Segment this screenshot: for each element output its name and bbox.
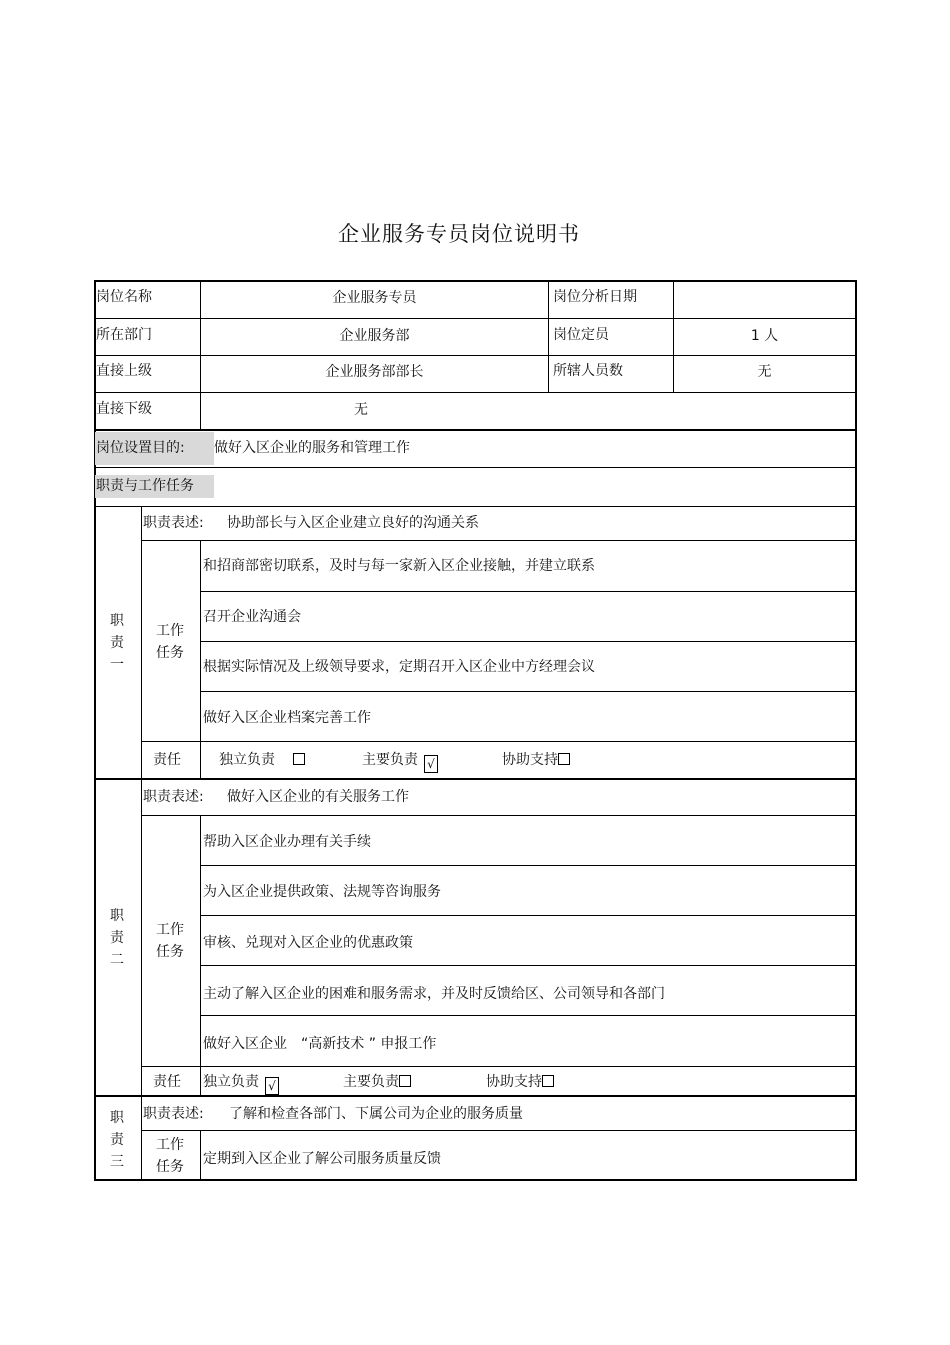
row-divider: [94, 318, 856, 319]
analysis-date-label: 岗位分析日期: [553, 289, 637, 305]
row-divider: [200, 691, 856, 692]
row-divider: [94, 429, 856, 431]
document-title: 企业服务专员岗位说明书: [338, 222, 580, 246]
duty-1-option-independent[interactable]: 独立负责: [219, 751, 305, 769]
duty-2-statement-label: 职责表述:: [143, 789, 204, 805]
duty-2-task: 审核、兑现对入区企业的优惠政策: [203, 935, 413, 951]
duty-3-name: 职 责 三: [110, 1110, 124, 1170]
duty-2-tasks-label: 工作 任务: [156, 922, 184, 960]
duty-2-task: 主动了解入区企业的困难和服务需求，并及时反馈给区、公司领导和各部门: [203, 986, 665, 1002]
duty-1-option-assist[interactable]: 协助支持: [502, 751, 570, 769]
duty-1-task: 和招商部密切联系，及时与每一家新入区企业接触，并建立联系: [203, 558, 595, 574]
row-divider: [200, 915, 856, 916]
subordinate-value: 无: [354, 402, 368, 418]
duties-section-label: 职责与工作任务: [96, 478, 194, 494]
row-divider: [200, 641, 856, 642]
row-divider: [94, 1095, 856, 1097]
row-divider: [141, 1066, 856, 1067]
row-divider: [94, 778, 856, 780]
department-label: 所在部门: [96, 327, 152, 343]
headcount-label: 岗位定员: [553, 327, 609, 343]
duty-2-name: 职 责 二: [110, 908, 124, 968]
table-bottom-border: [94, 1179, 857, 1181]
position-name-label: 岗位名称: [96, 289, 152, 305]
duty-1-statement-label: 职责表述:: [143, 515, 204, 531]
checkbox-empty-icon[interactable]: [293, 753, 305, 765]
checkbox-checked-icon[interactable]: √: [265, 1077, 279, 1095]
row-divider: [200, 591, 856, 592]
row-divider: [94, 392, 856, 393]
col-divider: [141, 507, 142, 1179]
duty-2-statement: 做好入区企业的有关服务工作: [227, 789, 409, 805]
purpose-value: 做好入区企业的服务和管理工作: [214, 440, 410, 456]
duty-2-responsibility-label: 责任: [153, 1074, 181, 1090]
row-divider: [141, 540, 856, 541]
superior-value: 企业服务部部长: [325, 364, 424, 380]
position-name-value: 企业服务专员: [332, 290, 417, 306]
row-divider: [141, 1130, 856, 1131]
duty-2-task: 帮助入区企业办理有关手续: [203, 834, 371, 850]
duty-2-option-main[interactable]: 主要负责: [343, 1073, 411, 1091]
subordinates-count-value: 无: [757, 364, 772, 380]
duty-3-statement: 了解和检查各部门、下属公司为企业的服务质量: [229, 1106, 523, 1122]
department-value: 企业服务部: [339, 328, 410, 344]
duty-1-task: 做好入区企业档案完善工作: [203, 710, 371, 726]
row-divider: [200, 965, 856, 966]
duty-3-task: 定期到入区企业了解公司服务质量反馈: [203, 1151, 441, 1167]
duty-2-option-assist[interactable]: 协助支持: [486, 1073, 554, 1091]
duty-1-task: 召开企业沟通会: [203, 609, 301, 625]
duty-2-task: 为入区企业提供政策、法规等咨询服务: [203, 884, 441, 900]
row-divider: [141, 741, 856, 742]
duty-2-option-independent[interactable]: 独立负责 √: [203, 1073, 279, 1095]
row-divider: [94, 506, 856, 507]
headcount-value: 1 人: [750, 328, 779, 344]
checkbox-empty-icon[interactable]: [399, 1075, 411, 1087]
row-divider: [200, 865, 856, 866]
row-divider: [141, 815, 856, 816]
duty-3-statement-label: 职责表述:: [143, 1106, 204, 1122]
duty-1-tasks-label: 工作 任务: [156, 623, 184, 661]
checkbox-checked-icon[interactable]: √: [424, 755, 438, 773]
purpose-label: 岗位设置目的:: [96, 440, 185, 456]
duty-1-task: 根据实际情况及上级领导要求，定期召开入区企业中方经理会议: [203, 659, 595, 675]
duty-1-statement: 协助部长与入区企业建立良好的沟通关系: [227, 515, 479, 531]
checkbox-empty-icon[interactable]: [542, 1075, 554, 1087]
duty-2-task: 做好入区企业 “高新技术 ” 申报工作: [203, 1036, 437, 1052]
col-divider: [548, 281, 549, 392]
duty-1-responsibility-label: 责任: [153, 752, 181, 768]
col-divider: [200, 1130, 201, 1179]
row-divider: [94, 355, 856, 356]
col-divider: [200, 815, 201, 1096]
row-divider: [200, 1015, 856, 1016]
duty-1-name: 职 责 一: [110, 613, 124, 673]
superior-label: 直接上级: [96, 363, 152, 379]
table-top-border: [94, 280, 857, 282]
duty-3-tasks-label: 工作 任务: [156, 1137, 184, 1175]
subordinate-label: 直接下级: [96, 401, 152, 417]
subordinates-count-label: 所辖人员数: [553, 363, 623, 379]
col-divider: [200, 541, 201, 779]
table-right-border: [855, 280, 857, 1180]
checkbox-empty-icon[interactable]: [558, 753, 570, 765]
row-divider: [94, 467, 856, 468]
duty-1-option-main[interactable]: 主要负责 √: [362, 751, 438, 773]
